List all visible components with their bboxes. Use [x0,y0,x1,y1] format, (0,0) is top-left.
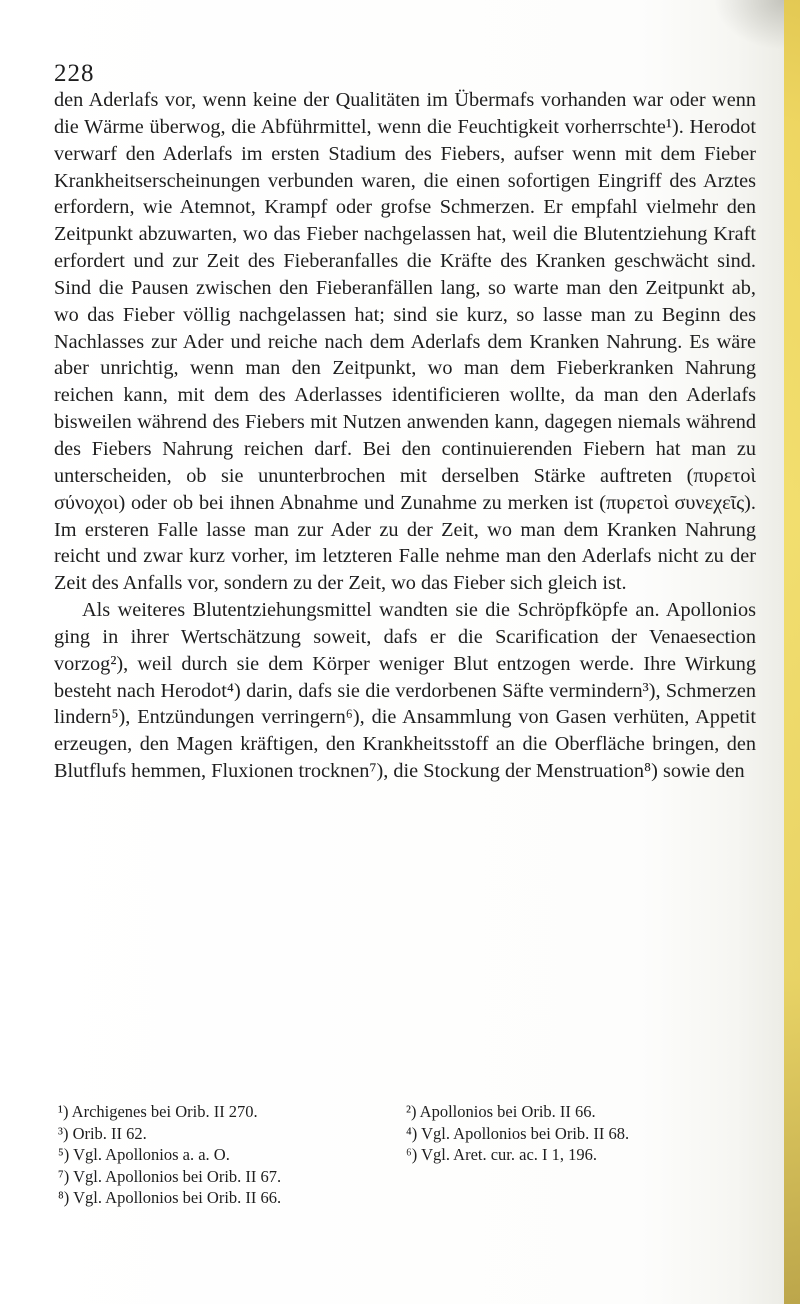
paragraph-1: den Aderlafs vor, wenn keine der Qualitäten im Übermafs vorhanden war oder wenn die Wärme überwog, die Abführmittel, wenn die Feuchtigkeit vorherrschte¹). Herodot verwarf den Aderlafs im ersten Stadium des Fiebers, aufser wenn mit dem Fieber Krankheitserscheinungen verbunden waren, die einen sofortigen Eingriff des Arztes erfordern, wie Atemnot, Krampf oder grofse Schmerzen. Er empfahl vielmehr den Zeitpunkt abzuwarten, wo das Fieber nachgelassen hat, weil die Blutentziehung Kraft erfordert und zur Zeit des Fieberanfalles die Kräfte des Kranken geschwächt sind. Sind die Pausen zwischen den Fieberanfällen lang, so warte man den Zeitpunkt ab, wo das Fieber völlig nachgelassen hat; sind sie kurz, so lasse man zu Beginn des Nachlasses zur Ader und reiche nach dem Aderlafs dem Kranken Nahrung. Es wäre aber unrichtig, wenn man den Zeitpunkt, wo man dem Fieberkranken Nahrung reichen kann, mit dem des Aderlasses identificieren wollte, da man den Aderlafs bisweilen während des Fiebers mit Nutzen anwenden kann, dagegen niemals während des Fiebers Nahrung reichen darf. Bei den continuierenden Fiebern hat man zu unterscheiden, ob sie ununterbrochen mit derselben Stärke auftreten (πυρετοὶ σύνοχοι) oder ob bei ihnen Abnahme und Zunahme zu merken ist (πυρετοὶ συνεχεῖς). Im ersteren Falle lasse man zur Ader zu der Zeit, wo man dem Kranken Nahrung reicht und zwar kurz vorher, im letzteren Falle nehme man den Aderlafs nicht zu der Zeit des Anfalls vor, sondern zu der Zeit, wo das Fieber sich gleich ist. [54,89,756,595]
paragraph-2: Als weiteres Blutentziehungsmittel wandten sie die Schröpfköpfe an. Apollonios ging in ihrer Wertschätzung soweit, dafs er die Scarification der Venaesection vorzog²), weil durch sie dem Körper weniger Blut entzogen werde. Ihre Wirkung besteht nach Herodot⁴) darin, dafs sie die verdorbenen Säfte vermindern³), Schmerzen lindern⁵), Entzündungen verringern⁶), die Ansammlung von Gasen verhüten, Appetit erzeugen, den Magen kräftigen, den Krankheitsstoff an die Oberfläche bringen, den Blutflufs hemmen, Fluxionen trocknen⁷), die Stockung der Menstruation⁸) sowie den [54,599,756,783]
page-corner-shadow [714,0,784,50]
footnote-6: ⁶) Vgl. Aret. cur. ac. I 1, 196. [406,1145,598,1164]
footnote-4: ⁴) Vgl. Apollonios bei Orib. II 68. [406,1123,630,1143]
footnote-7: ⁷) Vgl. Apollonios bei Orib. II 67. [58,1166,282,1186]
page-edge-binding [784,0,800,1304]
footnote-row [58,1101,758,1123]
footnote-8: ⁸) Vgl. Apollonios bei Orib. II 66. [58,1188,282,1207]
footnote-row [58,1123,758,1145]
footnote-2: ²) Apollonios bei Orib. II 66. [406,1102,596,1121]
footnote-3: ³) Orib. II 62. [58,1123,147,1143]
footnote-row [58,1166,758,1188]
footnote-1: ¹) Archigenes bei Orib. II 270. [58,1102,258,1121]
page-number: 228 [54,60,95,87]
footnote-row [58,1187,758,1209]
main-text [54,87,756,785]
footnote-5: ⁵) Vgl. Apollonios a. a. O. [58,1145,230,1164]
footnote-row [58,1144,758,1166]
footnotes [58,1101,758,1209]
